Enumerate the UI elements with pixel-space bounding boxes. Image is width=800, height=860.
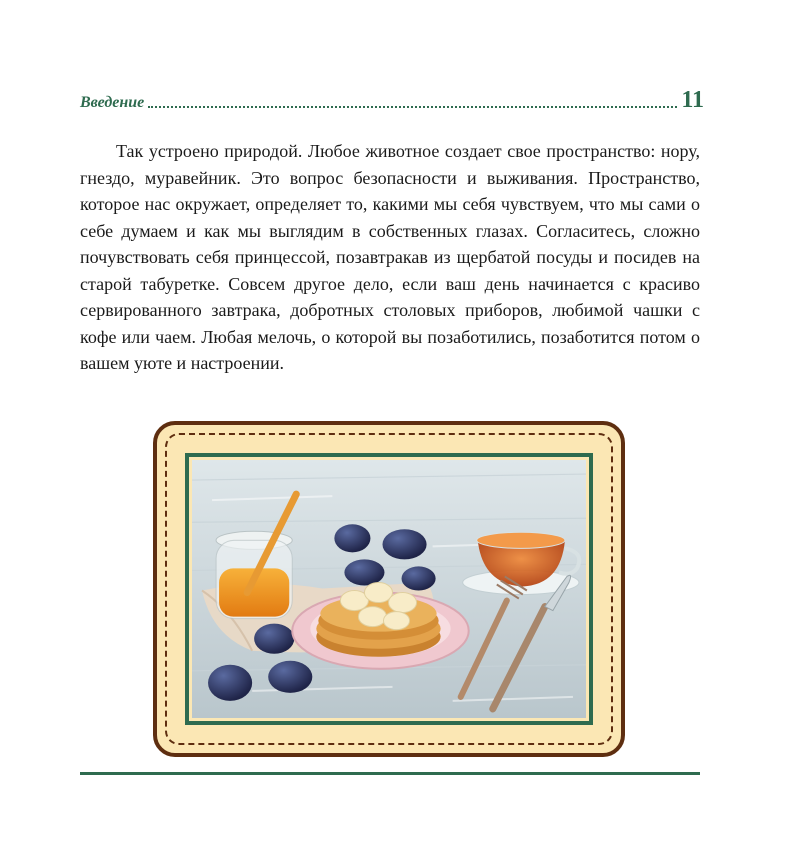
body-paragraph: Так устроено природой. Любое животное создает свое пространство: нору, гнездо, муравейник. Это вопрос безопасности и выживания. Пространство, которое нас окружает, определяет то, какими мы себя чувствуем, что мы сами о себе думаем и как мы выглядим в собственных глазах. Согласитесь, сложно почувствовать себя принцессой, позавтракав из щербатой посуды и посидев на старой табуретке. Совсем другое дело, если ваш день начинается с красиво сервированного завтрака, добротных столовых приборов, любимой чашки с кофе или чаем. Любая мелочь, о которой вы позаботились, позаботится потом о вашем уюте и настроении.: [80, 141, 700, 373]
section-title: Введение: [80, 94, 145, 111]
footer-rule: [80, 772, 700, 775]
dot-leader: [148, 106, 677, 108]
photo-border: [185, 453, 593, 725]
running-header: [80, 86, 704, 112]
breakfast-photo: [192, 460, 586, 718]
photo-frame: [153, 421, 625, 757]
page-number: 11: [681, 87, 704, 113]
